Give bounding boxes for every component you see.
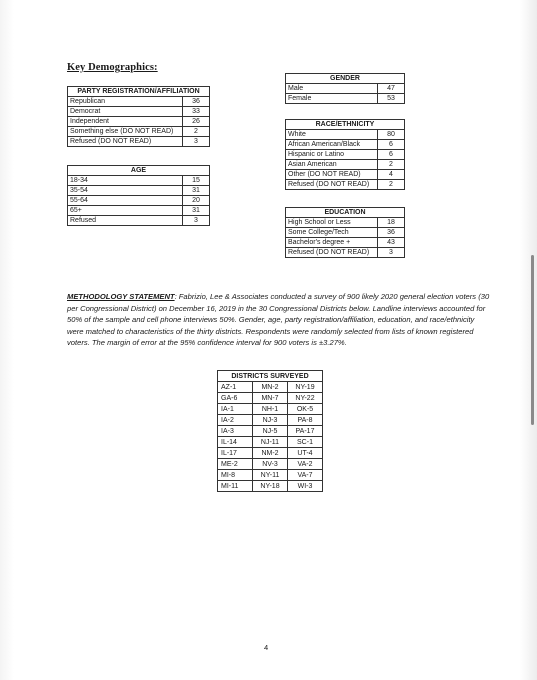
key-demographics-heading: Key Demographics: bbox=[67, 62, 158, 73]
district-cell: OK-5 bbox=[288, 404, 323, 415]
district-cell: NV-3 bbox=[253, 459, 288, 470]
table-row bbox=[286, 180, 405, 190]
row-label: White bbox=[286, 130, 378, 140]
row-value: 53 bbox=[378, 94, 405, 104]
district-cell: VA-7 bbox=[288, 470, 323, 481]
row-label: Democrat bbox=[68, 107, 183, 117]
gender-table bbox=[285, 73, 405, 104]
row-value: 4 bbox=[378, 170, 405, 180]
row-value: 36 bbox=[378, 228, 405, 238]
table-row bbox=[286, 238, 405, 248]
race-table-title: RACE/ETHNICITY bbox=[286, 120, 405, 130]
district-cell: SC-1 bbox=[288, 437, 323, 448]
row-label: Male bbox=[286, 84, 378, 94]
table-row bbox=[286, 218, 405, 228]
table-row bbox=[286, 140, 405, 150]
scrollbar[interactable] bbox=[531, 255, 534, 425]
table-row bbox=[68, 206, 210, 216]
districts-table-title: DISTRICTS SURVEYED bbox=[218, 371, 323, 382]
table-row bbox=[68, 176, 210, 186]
district-cell: UT-4 bbox=[288, 448, 323, 459]
table-row bbox=[68, 196, 210, 206]
districts-surveyed-table bbox=[217, 370, 323, 492]
row-value: 3 bbox=[183, 137, 210, 147]
district-cell: PA-8 bbox=[288, 415, 323, 426]
district-cell: ME-2 bbox=[218, 459, 253, 470]
row-label: 65+ bbox=[68, 206, 183, 216]
row-value: 2 bbox=[378, 160, 405, 170]
table-row bbox=[286, 150, 405, 160]
district-cell: NH-1 bbox=[253, 404, 288, 415]
row-label: Hispanic or Latino bbox=[286, 150, 378, 160]
table-row bbox=[68, 107, 210, 117]
table-row bbox=[286, 130, 405, 140]
district-cell: NY-22 bbox=[288, 393, 323, 404]
row-label: Refused bbox=[68, 216, 183, 226]
district-cell: MN-7 bbox=[253, 393, 288, 404]
row-value: 2 bbox=[378, 180, 405, 190]
district-cell: IA-3 bbox=[218, 426, 253, 437]
row-value: 80 bbox=[378, 130, 405, 140]
table-row bbox=[218, 437, 323, 448]
table-row bbox=[68, 97, 210, 107]
table-row bbox=[218, 426, 323, 437]
table-row bbox=[68, 117, 210, 127]
methodology-statement bbox=[67, 291, 491, 349]
district-cell: AZ-1 bbox=[218, 382, 253, 393]
district-cell: NJ-11 bbox=[253, 437, 288, 448]
row-value: 43 bbox=[378, 238, 405, 248]
row-value: 6 bbox=[378, 140, 405, 150]
education-table bbox=[285, 207, 405, 258]
table-row bbox=[218, 459, 323, 470]
district-cell: PA-17 bbox=[288, 426, 323, 437]
row-value: 20 bbox=[183, 196, 210, 206]
row-value: 18 bbox=[378, 218, 405, 228]
row-label: Refused (DO NOT READ) bbox=[68, 137, 183, 147]
district-cell: VA-2 bbox=[288, 459, 323, 470]
age-table bbox=[67, 165, 210, 226]
district-cell: NM-2 bbox=[253, 448, 288, 459]
district-cell: NY-11 bbox=[253, 470, 288, 481]
district-cell: NJ-3 bbox=[253, 415, 288, 426]
row-value: 31 bbox=[183, 186, 210, 196]
table-row bbox=[218, 470, 323, 481]
district-cell: MI-11 bbox=[218, 481, 253, 492]
row-label: Republican bbox=[68, 97, 183, 107]
district-cell: NY-19 bbox=[288, 382, 323, 393]
row-label: Bachelor's degree + bbox=[286, 238, 378, 248]
race-ethnicity-table bbox=[285, 119, 405, 190]
district-cell: NJ-5 bbox=[253, 426, 288, 437]
district-cell: NY-18 bbox=[253, 481, 288, 492]
table-row bbox=[218, 393, 323, 404]
district-cell: GA-6 bbox=[218, 393, 253, 404]
page-number: 4 bbox=[264, 643, 269, 652]
table-row bbox=[286, 160, 405, 170]
row-value: 26 bbox=[183, 117, 210, 127]
table-row bbox=[68, 137, 210, 147]
age-table-title: AGE bbox=[68, 166, 210, 176]
table-row bbox=[218, 404, 323, 415]
row-value: 3 bbox=[378, 248, 405, 258]
table-row bbox=[286, 84, 405, 94]
row-label: Other (DO NOT READ) bbox=[286, 170, 378, 180]
row-label: 35-54 bbox=[68, 186, 183, 196]
row-value: 36 bbox=[183, 97, 210, 107]
district-cell: IA-1 bbox=[218, 404, 253, 415]
row-value: 6 bbox=[378, 150, 405, 160]
table-row bbox=[286, 94, 405, 104]
row-value: 2 bbox=[183, 127, 210, 137]
row-label: African American/Black bbox=[286, 140, 378, 150]
district-cell: MN-2 bbox=[253, 382, 288, 393]
row-value: 3 bbox=[183, 216, 210, 226]
row-value: 33 bbox=[183, 107, 210, 117]
row-value: 47 bbox=[378, 84, 405, 94]
row-label: 55-64 bbox=[68, 196, 183, 206]
table-row bbox=[218, 415, 323, 426]
methodology-text: : Fabrizio, Lee & Associates conducted a survey of 900 likely 2020 general election voters (30 per Congressional District) on December 16, 2019 in the 30 Congressional Districts below. Landline interviews accounted for 50% of the sample and cell phone interviews 50%. Gender, age, party registration/affiliation, education, and race/ethnicity were matched to characteristics of the thirty districts. Respondents were randomly selected from lists of known registered voters. The margin of error at the 95% confidence interval for 900 voters is ±3.27%. bbox=[67, 292, 490, 347]
party-registration-table bbox=[67, 86, 210, 147]
table-row bbox=[286, 170, 405, 180]
district-cell: IL-17 bbox=[218, 448, 253, 459]
table-row bbox=[218, 448, 323, 459]
table-row bbox=[286, 228, 405, 238]
row-label: Refused (DO NOT READ) bbox=[286, 180, 378, 190]
table-row bbox=[68, 127, 210, 137]
table-row bbox=[68, 186, 210, 196]
row-label: High School or Less bbox=[286, 218, 378, 228]
row-label: Something else (DO NOT READ) bbox=[68, 127, 183, 137]
education-table-title: EDUCATION bbox=[286, 208, 405, 218]
table-row bbox=[218, 481, 323, 492]
row-label: Independent bbox=[68, 117, 183, 127]
table-row bbox=[218, 382, 323, 393]
party-table-title: PARTY REGISTRATION/AFFILIATION bbox=[68, 87, 210, 97]
district-cell: MI-8 bbox=[218, 470, 253, 481]
district-cell: IL-14 bbox=[218, 437, 253, 448]
row-label: Female bbox=[286, 94, 378, 104]
row-label: 18-34 bbox=[68, 176, 183, 186]
methodology-lead: METHODOLOGY STATEMENT bbox=[67, 292, 175, 301]
table-row bbox=[68, 216, 210, 226]
district-cell: IA-2 bbox=[218, 415, 253, 426]
row-value: 15 bbox=[183, 176, 210, 186]
table-row bbox=[286, 248, 405, 258]
row-label: Some College/Tech bbox=[286, 228, 378, 238]
gender-table-title: GENDER bbox=[286, 74, 405, 84]
row-value: 31 bbox=[183, 206, 210, 216]
row-label: Asian American bbox=[286, 160, 378, 170]
district-cell: WI-3 bbox=[288, 481, 323, 492]
row-label: Refused (DO NOT READ) bbox=[286, 248, 378, 258]
